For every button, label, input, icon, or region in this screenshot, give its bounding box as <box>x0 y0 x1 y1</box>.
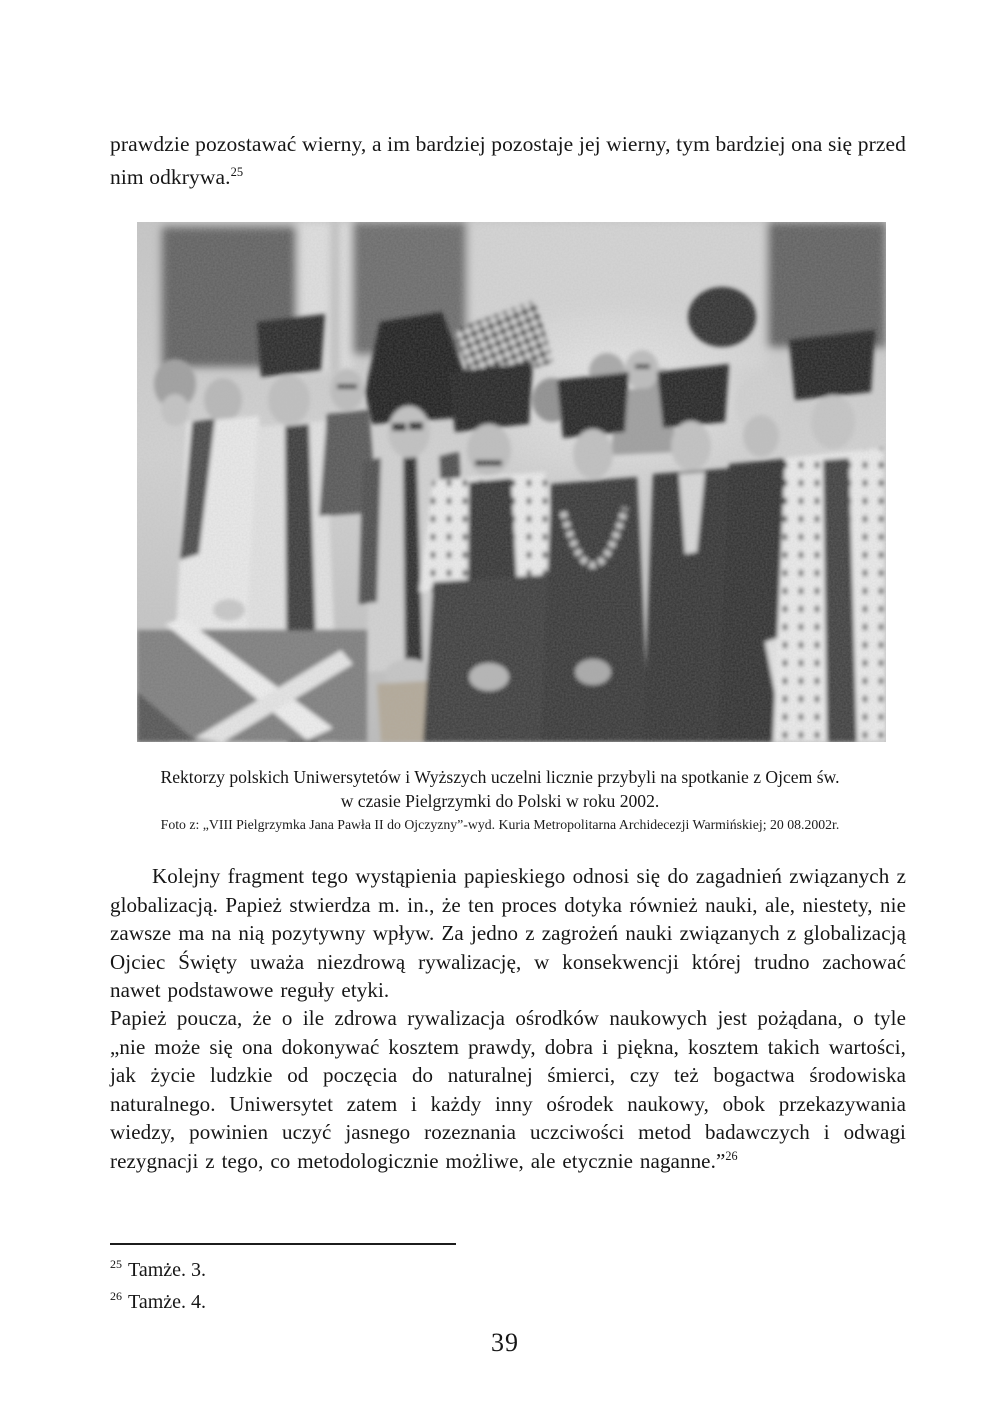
intro-text: prawdzie pozostawać wierny, a im bardziej pozostaje jej wierny, tym bardziej ona się przed nim odkrywa. <box>110 132 906 189</box>
footnote-25-marker: 25 <box>110 1257 122 1272</box>
caption-credit: Foto z: „VIII Pielgrzymka Jana Pawła II do Ojczyzny”-wyd. Kuria Metropolitarna Archidecezji Warmińskiej; 20 08.2002r. <box>160 817 840 832</box>
photo-caption <box>108 766 892 834</box>
footnote-ref-25: 25 <box>230 164 244 179</box>
photo-svg <box>137 222 886 742</box>
intro-paragraph <box>110 128 906 194</box>
photo-grain <box>137 222 886 742</box>
footnote-25-text: Tamże. 3. <box>128 1259 207 1281</box>
body-paragraph-2-text: Papież poucza, że o ile zdrowa rywalizacja ośrodków naukowych jest pożądana, o tyle „nie może się ona dokonywać kosztem prawdy, dobra i piękna, kosztem takich wartości, jak życie ludzkie od poczęcia do naturalnej śmierci, czy też bogactwa środowiska naturalnego. Uniwersytet zatem i każdy inny ośrodek naukowy, obok przekazywania wiedzy, powinien uczyć jasnego rozeznania uczciwości metod badawczych i odwagi rezygnacji z tego, co metodologicznie możliwe, ale etycznie naganne.” <box>110 1006 906 1173</box>
footnotes <box>110 1254 206 1318</box>
footnote-separator <box>110 1243 456 1245</box>
footnote-26-marker: 26 <box>110 1289 122 1304</box>
body-paragraph-1: Kolejny fragment tego wystąpienia papieskiego odnosi się do zagadnień związanych z globalizacją. Papież stwierdza m. in., że ten proces dotyka również nauki, ale, niestety, nie zawsze ma na nią pozytywny wpływ. Za jedno z zagrożeń nauki związanych z globalizacją Ojciec Święty uważa niezdrową rywalizację, w konsekwencji której trudno zachować nawet podstawowe reguły etyki. <box>110 864 906 1002</box>
photograph <box>137 222 886 742</box>
footnote-26-text: Tamże. 4. <box>128 1291 207 1313</box>
footnote-25 <box>110 1254 206 1286</box>
footnote-26 <box>110 1286 206 1318</box>
caption-line-1: Rektorzy polskich Uniwersytetów i Wyższych uczelni licznie przybyli na spotkanie z Ojcem św. <box>160 767 840 787</box>
page-number: 39 <box>491 1328 519 1357</box>
body-paragraph-2 <box>110 1004 906 1175</box>
caption-line-2: w czasie Pielgrzymki do Polski w roku 2002. <box>340 790 660 811</box>
footnote-ref-26: 26 <box>725 1148 738 1163</box>
